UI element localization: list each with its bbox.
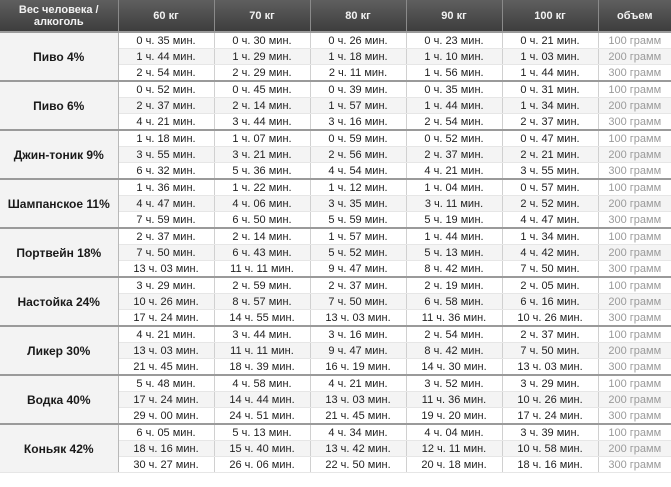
- weight-header-60: 60 кг: [118, 0, 214, 32]
- time-cell: 5 ч. 13 мин.: [214, 424, 310, 441]
- volume-cell: 300 грамм: [598, 163, 671, 180]
- volume-cell: 100 грамм: [598, 277, 671, 294]
- time-cell: 5 ч. 48 мин.: [118, 375, 214, 392]
- time-cell: 5 ч. 19 мин.: [406, 212, 502, 229]
- volume-cell: 300 грамм: [598, 408, 671, 425]
- time-cell: 15 ч. 40 мин.: [214, 441, 310, 457]
- time-cell: 6 ч. 43 мин.: [214, 245, 310, 261]
- time-cell: 4 ч. 21 мин.: [406, 163, 502, 180]
- time-cell: 2 ч. 14 мин.: [214, 228, 310, 245]
- alcohol-label: Джин-тоник 9%: [0, 130, 118, 179]
- time-cell: 30 ч. 27 мин.: [118, 457, 214, 473]
- time-cell: 18 ч. 16 мин.: [118, 441, 214, 457]
- time-cell: 11 ч. 11 мин.: [214, 261, 310, 278]
- time-cell: 0 ч. 26 мин.: [310, 32, 406, 49]
- time-cell: 6 ч. 50 мин.: [214, 212, 310, 229]
- table-row: [0, 375, 671, 392]
- time-cell: 2 ч. 52 мин.: [502, 196, 598, 212]
- time-cell: 3 ч. 39 мин.: [502, 424, 598, 441]
- time-cell: 9 ч. 47 мин.: [310, 261, 406, 278]
- time-cell: 13 ч. 03 мин.: [310, 310, 406, 327]
- volume-cell: 100 грамм: [598, 375, 671, 392]
- weight-header-80: 80 кг: [310, 0, 406, 32]
- volume-cell: 200 грамм: [598, 245, 671, 261]
- time-cell: 21 ч. 45 мин.: [118, 359, 214, 376]
- table-row: [0, 326, 671, 343]
- volume-cell: 300 грамм: [598, 457, 671, 473]
- time-cell: 7 ч. 50 мин.: [118, 245, 214, 261]
- time-cell: 2 ч. 54 мин.: [406, 326, 502, 343]
- time-cell: 0 ч. 35 мин.: [406, 81, 502, 98]
- table-row: [0, 32, 671, 49]
- time-cell: 13 ч. 03 мин.: [502, 359, 598, 376]
- volume-cell: 100 грамм: [598, 81, 671, 98]
- weight-header-90: 90 кг: [406, 0, 502, 32]
- alcohol-label: Пиво 6%: [0, 81, 118, 130]
- time-cell: 2 ч. 56 мин.: [310, 147, 406, 163]
- time-cell: 3 ч. 55 мин.: [118, 147, 214, 163]
- time-cell: 1 ч. 36 мин.: [118, 179, 214, 196]
- time-cell: 4 ч. 21 мин.: [118, 326, 214, 343]
- time-cell: 14 ч. 44 мин.: [214, 392, 310, 408]
- table-row: [0, 424, 671, 441]
- time-cell: 3 ч. 44 мин.: [214, 326, 310, 343]
- time-cell: 4 ч. 04 мин.: [406, 424, 502, 441]
- time-cell: 2 ч. 37 мин.: [406, 147, 502, 163]
- corner-header: Вес человека / алкоголь: [0, 0, 118, 32]
- time-cell: 0 ч. 23 мин.: [406, 32, 502, 49]
- volume-cell: 100 грамм: [598, 32, 671, 49]
- time-cell: 2 ч. 37 мин.: [502, 114, 598, 131]
- time-cell: 3 ч. 21 мин.: [214, 147, 310, 163]
- table-row: [0, 81, 671, 98]
- time-cell: 3 ч. 35 мин.: [310, 196, 406, 212]
- time-cell: 3 ч. 16 мин.: [310, 114, 406, 131]
- time-cell: 0 ч. 30 мин.: [214, 32, 310, 49]
- time-cell: 2 ч. 54 мин.: [118, 65, 214, 82]
- time-cell: 11 ч. 36 мин.: [406, 392, 502, 408]
- alcohol-label: Водка 40%: [0, 375, 118, 424]
- time-cell: 0 ч. 21 мин.: [502, 32, 598, 49]
- time-cell: 0 ч. 47 мин.: [502, 130, 598, 147]
- alcohol-label: Настойка 24%: [0, 277, 118, 326]
- time-cell: 3 ч. 29 мин.: [502, 375, 598, 392]
- time-cell: 7 ч. 50 мин.: [502, 343, 598, 359]
- volume-cell: 100 грамм: [598, 130, 671, 147]
- time-cell: 2 ч. 05 мин.: [502, 277, 598, 294]
- time-cell: 2 ч. 37 мин.: [310, 277, 406, 294]
- time-cell: 21 ч. 45 мин.: [310, 408, 406, 425]
- time-cell: 18 ч. 39 мин.: [214, 359, 310, 376]
- volume-cell: 200 грамм: [598, 392, 671, 408]
- alcohol-label: Шампанское 11%: [0, 179, 118, 228]
- volume-cell: 200 грамм: [598, 441, 671, 457]
- time-cell: 11 ч. 36 мин.: [406, 310, 502, 327]
- time-cell: 4 ч. 42 мин.: [502, 245, 598, 261]
- time-cell: 14 ч. 30 мин.: [406, 359, 502, 376]
- table-row: [0, 228, 671, 245]
- time-cell: 20 ч. 18 мин.: [406, 457, 502, 473]
- time-cell: 0 ч. 39 мин.: [310, 81, 406, 98]
- time-cell: 1 ч. 44 мин.: [118, 49, 214, 65]
- volume-cell: 200 грамм: [598, 98, 671, 114]
- time-cell: 1 ч. 18 мин.: [310, 49, 406, 65]
- time-cell: 10 ч. 58 мин.: [502, 441, 598, 457]
- time-cell: 5 ч. 36 мин.: [214, 163, 310, 180]
- time-cell: 13 ч. 42 мин.: [310, 441, 406, 457]
- time-cell: 2 ч. 29 мин.: [214, 65, 310, 82]
- time-cell: 24 ч. 51 мин.: [214, 408, 310, 425]
- volume-cell: 100 грамм: [598, 228, 671, 245]
- time-cell: 0 ч. 59 мин.: [310, 130, 406, 147]
- volume-cell: 300 грамм: [598, 114, 671, 131]
- time-cell: 0 ч. 45 мин.: [214, 81, 310, 98]
- time-cell: 4 ч. 54 мин.: [310, 163, 406, 180]
- time-cell: 2 ч. 54 мин.: [406, 114, 502, 131]
- time-cell: 6 ч. 05 мин.: [118, 424, 214, 441]
- time-cell: 4 ч. 47 мин.: [502, 212, 598, 229]
- time-cell: 13 ч. 03 мин.: [310, 392, 406, 408]
- time-cell: 1 ч. 57 мин.: [310, 98, 406, 114]
- time-cell: 4 ч. 21 мин.: [118, 114, 214, 131]
- time-cell: 17 ч. 24 мин.: [502, 408, 598, 425]
- time-cell: 1 ч. 07 мин.: [214, 130, 310, 147]
- time-cell: 2 ч. 37 мин.: [502, 326, 598, 343]
- table-row: [0, 277, 671, 294]
- time-cell: 17 ч. 24 мин.: [118, 392, 214, 408]
- header-row: [0, 0, 671, 32]
- time-cell: 4 ч. 06 мин.: [214, 196, 310, 212]
- time-cell: 2 ч. 19 мин.: [406, 277, 502, 294]
- time-cell: 2 ч. 37 мин.: [118, 228, 214, 245]
- time-cell: 5 ч. 52 мин.: [310, 245, 406, 261]
- time-cell: 12 ч. 11 мин.: [406, 441, 502, 457]
- time-cell: 7 ч. 50 мин.: [502, 261, 598, 278]
- time-cell: 1 ч. 29 мин.: [214, 49, 310, 65]
- time-cell: 22 ч. 50 мин.: [310, 457, 406, 473]
- time-cell: 10 ч. 26 мин.: [502, 310, 598, 327]
- time-cell: 14 ч. 55 мин.: [214, 310, 310, 327]
- volume-cell: 100 грамм: [598, 179, 671, 196]
- volume-cell: 300 грамм: [598, 65, 671, 82]
- time-cell: 8 ч. 57 мин.: [214, 294, 310, 310]
- time-cell: 1 ч. 44 мин.: [502, 65, 598, 82]
- time-cell: 7 ч. 59 мин.: [118, 212, 214, 229]
- weight-header-100: 100 кг: [502, 0, 598, 32]
- alcohol-label: Ликер 30%: [0, 326, 118, 375]
- time-cell: 2 ч. 21 мин.: [502, 147, 598, 163]
- time-cell: 1 ч. 57 мин.: [310, 228, 406, 245]
- volume-cell: 200 грамм: [598, 343, 671, 359]
- volume-cell: 100 грамм: [598, 326, 671, 343]
- volume-cell: 300 грамм: [598, 261, 671, 278]
- time-cell: 1 ч. 12 мин.: [310, 179, 406, 196]
- alcohol-label: Портвейн 18%: [0, 228, 118, 277]
- time-cell: 1 ч. 22 мин.: [214, 179, 310, 196]
- time-cell: 16 ч. 19 мин.: [310, 359, 406, 376]
- time-cell: 0 ч. 31 мин.: [502, 81, 598, 98]
- time-cell: 1 ч. 34 мин.: [502, 228, 598, 245]
- table-row: [0, 179, 671, 196]
- volume-cell: 200 грамм: [598, 49, 671, 65]
- time-cell: 13 ч. 03 мин.: [118, 343, 214, 359]
- time-cell: 0 ч. 35 мин.: [118, 32, 214, 49]
- table-row: [0, 130, 671, 147]
- volume-cell: 300 грамм: [598, 359, 671, 376]
- volume-header: объем: [598, 0, 671, 32]
- time-cell: 2 ч. 14 мин.: [214, 98, 310, 114]
- table-body: [0, 32, 671, 473]
- time-cell: 6 ч. 32 мин.: [118, 163, 214, 180]
- time-cell: 1 ч. 34 мин.: [502, 98, 598, 114]
- time-cell: 1 ч. 44 мин.: [406, 228, 502, 245]
- volume-cell: 300 грамм: [598, 310, 671, 327]
- time-cell: 17 ч. 24 мин.: [118, 310, 214, 327]
- time-cell: 0 ч. 52 мин.: [406, 130, 502, 147]
- time-cell: 3 ч. 29 мин.: [118, 277, 214, 294]
- time-cell: 2 ч. 11 мин.: [310, 65, 406, 82]
- time-cell: 3 ч. 16 мин.: [310, 326, 406, 343]
- time-cell: 2 ч. 59 мин.: [214, 277, 310, 294]
- time-cell: 26 ч. 06 мин.: [214, 457, 310, 473]
- time-cell: 1 ч. 10 мин.: [406, 49, 502, 65]
- time-cell: 6 ч. 58 мин.: [406, 294, 502, 310]
- time-cell: 8 ч. 42 мин.: [406, 261, 502, 278]
- time-cell: 4 ч. 58 мин.: [214, 375, 310, 392]
- alcohol-label: Пиво 4%: [0, 32, 118, 81]
- time-cell: 13 ч. 03 мин.: [118, 261, 214, 278]
- time-cell: 3 ч. 11 мин.: [406, 196, 502, 212]
- time-cell: 0 ч. 57 мин.: [502, 179, 598, 196]
- time-cell: 8 ч. 42 мин.: [406, 343, 502, 359]
- time-cell: 4 ч. 34 мин.: [310, 424, 406, 441]
- time-cell: 11 ч. 11 мин.: [214, 343, 310, 359]
- time-cell: 19 ч. 20 мин.: [406, 408, 502, 425]
- time-cell: 2 ч. 37 мин.: [118, 98, 214, 114]
- time-cell: 5 ч. 59 мин.: [310, 212, 406, 229]
- time-cell: 18 ч. 16 мин.: [502, 457, 598, 473]
- time-cell: 9 ч. 47 мин.: [310, 343, 406, 359]
- time-cell: 1 ч. 18 мин.: [118, 130, 214, 147]
- time-cell: 4 ч. 21 мин.: [310, 375, 406, 392]
- time-cell: 3 ч. 44 мин.: [214, 114, 310, 131]
- time-cell: 4 ч. 47 мин.: [118, 196, 214, 212]
- time-cell: 7 ч. 50 мин.: [310, 294, 406, 310]
- time-cell: 1 ч. 56 мин.: [406, 65, 502, 82]
- time-cell: 10 ч. 26 мин.: [118, 294, 214, 310]
- time-cell: 6 ч. 16 мин.: [502, 294, 598, 310]
- volume-cell: 200 грамм: [598, 294, 671, 310]
- time-cell: 0 ч. 52 мин.: [118, 81, 214, 98]
- time-cell: 1 ч. 03 мин.: [502, 49, 598, 65]
- time-cell: 3 ч. 52 мин.: [406, 375, 502, 392]
- time-cell: 1 ч. 44 мин.: [406, 98, 502, 114]
- time-cell: 1 ч. 04 мин.: [406, 179, 502, 196]
- time-cell: 29 ч. 00 мин.: [118, 408, 214, 425]
- time-cell: 10 ч. 26 мин.: [502, 392, 598, 408]
- time-cell: 3 ч. 55 мин.: [502, 163, 598, 180]
- weight-header-70: 70 кг: [214, 0, 310, 32]
- volume-cell: 200 грамм: [598, 196, 671, 212]
- volume-cell: 200 грамм: [598, 147, 671, 163]
- time-cell: 5 ч. 13 мин.: [406, 245, 502, 261]
- volume-cell: 300 грамм: [598, 212, 671, 229]
- volume-cell: 100 грамм: [598, 424, 671, 441]
- alcohol-label: Коньяк 42%: [0, 424, 118, 473]
